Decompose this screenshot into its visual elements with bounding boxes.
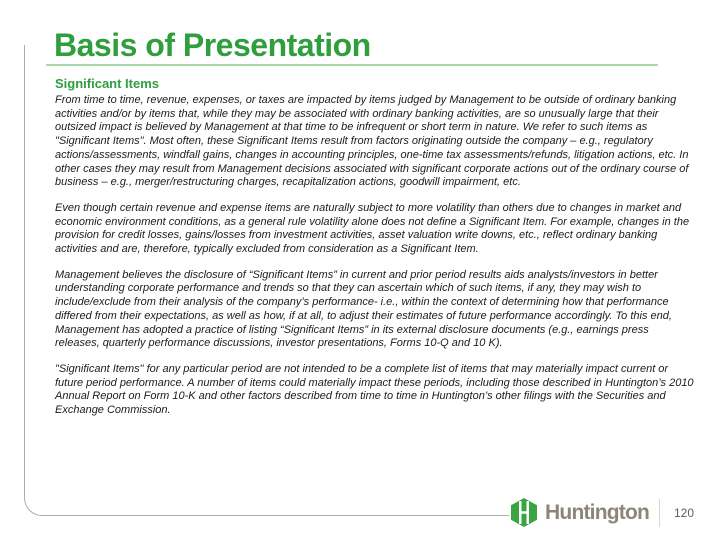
footer-divider-line xyxy=(659,499,660,527)
huntington-logo-text: Huntington xyxy=(545,500,649,524)
page-number: 120 xyxy=(673,505,695,520)
body-paragraph: Even though certain revenue and expense items are naturally subject to more volatility than others due to changes in market and economic environment conditions, as a general rule volatility alone does not define a Significant Item. For example, changes in the provision for credit losses, gains/losses from investment activities, asset valuation write downs, etc., reflect ordinary banking activities and are, therefore, typically excluded from consideration as a Significant Item. xyxy=(55,201,690,256)
title-underline-rule xyxy=(46,64,658,66)
huntington-hexagon-icon xyxy=(509,497,539,528)
body-paragraph: "Significant Items" for any particular period are not intended to be a complete list of items that may materially impact current or future period performance. A number of items could materially impact these periods, including those described in Huntington’s 2010 Annual Report on Form 10-K and other factors described from time to time in Huntington’s other filings with the Securities and Exchange Commission. xyxy=(55,362,694,417)
slide-footer xyxy=(509,497,698,528)
section-subheading: Significant Items xyxy=(55,76,160,91)
body-text-block xyxy=(55,94,696,430)
slide-title: Basis of Presentation xyxy=(54,27,371,63)
huntington-logo xyxy=(509,497,649,528)
body-paragraph: From time to time, revenue, expenses, or taxes are impacted by items judged by Management to be outside of ordinary banking activities and/or by items that, while they may be associated with ordinary banking activities, are so unusually large that their outsized impact is believed by Management at that time to be infrequent or short term in nature. We refer to such items as "Significant Items". Most often, these Significant Items result from factors originating outside the company – e.g., regulatory actions/assessments, windfall gains, changes in accounting principles, one-time tax assessments/refunds, litigation actions, etc. In other cases they may result from Management decisions associated with significant corporate actions out of the ordinary course of business – e.g., merger/restructuring charges, recapitalization actions, goodwill impairment, etc. xyxy=(55,94,689,189)
body-paragraph: Management believes the disclosure of “Significant Items” in current and prior period results aids analysts/investors in better understanding corporate performance and trends so that they can ascertain which of such items, if any, they may wish to include/exclude from their analysis of the company’s performance- i.e., within the context of determining how that performance differed from their expectations, as well as how, if at all, to adjust their estimates of future performance accordingly. To this end, Management has adopted a practice of listing “Significant Items” in its external disclosure documents (e.g., earnings press releases, quarterly performance discussions, investor presentations, Forms 10-Q and 10 K). xyxy=(55,268,672,350)
